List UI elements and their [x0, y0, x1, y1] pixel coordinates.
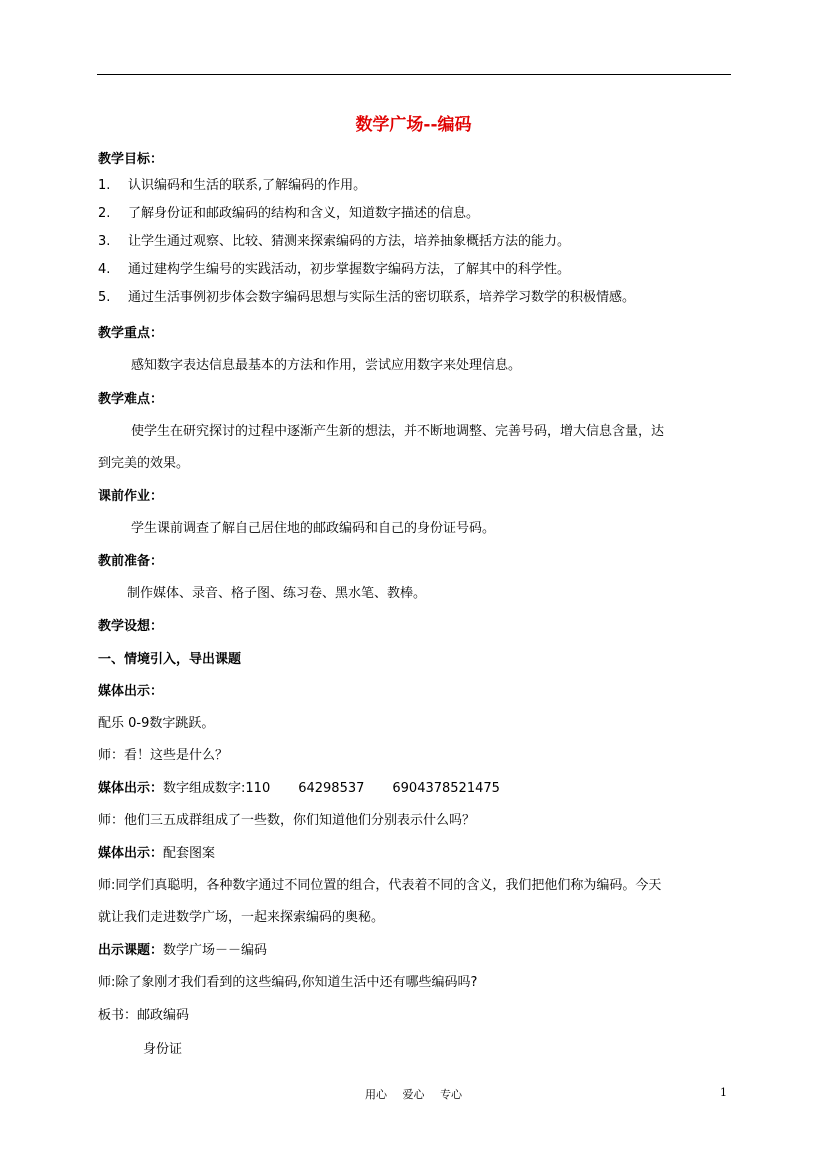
- board-line: [98, 1007, 189, 1025]
- phone-code: 64298537: [298, 781, 365, 796]
- page-title: 数学广场--编码: [355, 115, 472, 135]
- header-rule: [97, 74, 731, 75]
- prep-text: 制作媒体、录音、格子图、练习卷、黑水笔、教棒。: [127, 586, 427, 601]
- page-number: 1: [720, 1086, 727, 1099]
- design-heading: 教学设想：: [98, 619, 164, 634]
- media-label: 媒体出示：: [98, 684, 164, 699]
- board-item: 身份证: [143, 1042, 183, 1057]
- teacher-line: 师：他们三五成群组成了一些数，你们知道他们分别表示什么吗？: [98, 813, 476, 828]
- teacher-line: 就让我们走进数学广场，一起来探索编码的奥秘。: [98, 910, 385, 925]
- difficulty-text-line1: 使学生在研究探讨的过程中逐渐产生新的想法，并不断地调整、完善号码，增大信息含量，达: [131, 424, 665, 439]
- board-label: 板书：: [98, 1008, 138, 1023]
- goal-item: [98, 289, 635, 307]
- difficulty-text-line2: 到完美的效果。: [98, 456, 190, 471]
- goal-item: [98, 233, 570, 251]
- topic-label: 出示课题：: [98, 943, 164, 958]
- footer-word: 用心: [365, 1088, 387, 1101]
- footer-motto: [0, 1086, 827, 1102]
- media-pattern-line: [98, 845, 215, 863]
- footer-word: 爱心: [402, 1088, 425, 1101]
- media-numbers-line: [98, 780, 500, 798]
- teacher-line: 师:同学们真聪明，各种数字通过不同位置的组合，代表着不同的含义，我们把他们称为编码。今天: [98, 878, 662, 893]
- goal-text: 通过建构学生编号的实践活动，初步掌握数字编码方法，了解其中的科学性。: [128, 262, 571, 277]
- music-line: 配乐 0-9数字跳跃。: [98, 716, 215, 731]
- key-point-text: 感知数字表达信息最基本的方法和作用，尝试应用数字来处理信息。: [131, 358, 522, 373]
- goals-heading: 教学目标：: [98, 152, 164, 167]
- goal-text: 认识编码和生活的联系,了解编码的作用。: [128, 178, 367, 193]
- barcode-code: 6904378521475: [392, 781, 500, 796]
- goal-number: 2.: [98, 206, 111, 221]
- media-label: 媒体出示：: [98, 846, 164, 861]
- media-numbers-text: 数字组成数字:110: [163, 781, 271, 796]
- footer-word: 专心: [440, 1088, 462, 1101]
- goal-text: 让学生通过观察、比较、猜测来探索编码的方法，培养抽象概括方法的能力。: [128, 234, 571, 249]
- teacher-line: 师：看！这些是什么？: [98, 748, 229, 763]
- goal-number: 4.: [98, 262, 111, 277]
- section1-heading: 一、情境引入，导出课题: [98, 652, 242, 667]
- goal-item: [98, 205, 479, 223]
- topic-line: [98, 942, 267, 960]
- goal-item: [98, 177, 366, 195]
- teacher-line: 师:除了象刚才我们看到的这些编码,你知道生活中还有哪些编码吗?: [98, 975, 478, 990]
- goal-number: 3.: [98, 234, 111, 249]
- media-pattern-text: 配套图案: [163, 846, 216, 861]
- prep-heading: 教前准备：: [98, 554, 164, 569]
- goal-item: [98, 261, 570, 279]
- media-label: 媒体出示：: [98, 781, 164, 796]
- homework-text: 学生课前调查了解自己居住地的邮政编码和自己的身份证号码。: [131, 521, 496, 536]
- difficulty-heading: 教学难点：: [98, 392, 164, 407]
- goal-number: 5.: [98, 290, 111, 305]
- topic-text: 数学广场－－编码: [163, 943, 268, 958]
- goal-number: 1.: [98, 178, 111, 193]
- homework-heading: 课前作业：: [98, 489, 164, 504]
- goal-text: 了解身份证和邮政编码的结构和含义，知道数字描述的信息。: [128, 206, 480, 221]
- board-item: 邮政编码: [137, 1008, 190, 1023]
- goal-text: 通过生活事例初步体会数字编码思想与实际生活的密切联系，培养学习数学的积极情感。: [128, 290, 636, 305]
- key-point-heading: 教学重点：: [98, 326, 164, 341]
